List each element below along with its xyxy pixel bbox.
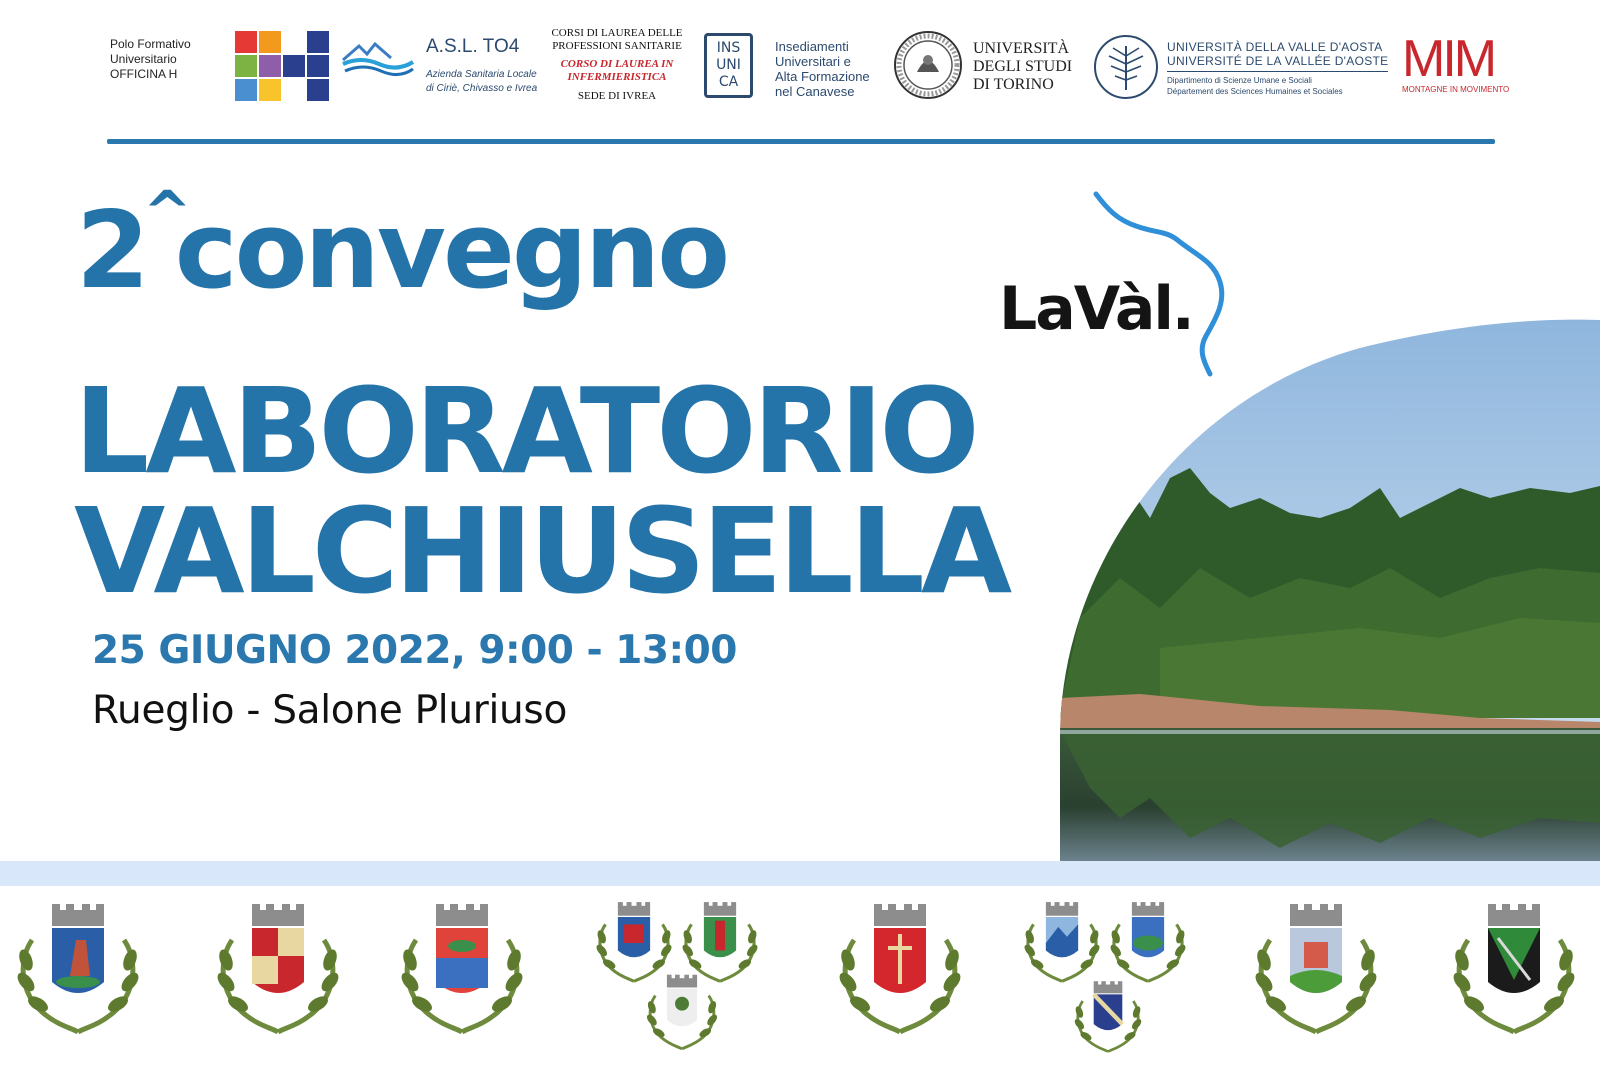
corsi-block [545, 27, 689, 103]
univda-line-4: Département des Sciences Humaines et Sociales [1167, 87, 1343, 96]
crest-7-icon [1252, 904, 1379, 1032]
insunica-badge [704, 33, 753, 98]
polo-line-3: OFFICINA H [110, 67, 178, 81]
crest-5-icon [836, 904, 963, 1032]
crest-8-icon [1450, 904, 1577, 1032]
polo-line-1: Polo Formativo [110, 37, 191, 51]
unito-line-3: DI TORINO [973, 76, 1054, 93]
unito-text [973, 40, 1072, 94]
insunica-line-3: Alta Formazione [775, 69, 870, 84]
insunica-badge-2: UNI [716, 57, 741, 73]
asl-subtitle-1: Azienda Sanitaria Locale [426, 69, 537, 80]
ordinal-caret: ^ [143, 178, 192, 246]
insunica-badge-3: CA [718, 74, 739, 90]
title-line-2: VALCHIUSELLA [74, 482, 1009, 620]
event-date: 25 GIUGNO 2022, 9:00 - 13:00 [92, 628, 737, 673]
insunica-text [775, 39, 870, 99]
laval-brand: LaVàl. [999, 274, 1193, 344]
corsi-line-5: SEDE DI IVREA [577, 90, 657, 102]
lake-forest-photo [1060, 318, 1600, 886]
ordinal: 2 [76, 189, 147, 312]
insunica-badge-1: INS [716, 40, 741, 56]
unito-seal-icon [893, 30, 963, 100]
asl-title: A.S.L. TO4 [426, 36, 520, 57]
mim-subtitle: MONTAGNE IN MOVIMENTO [1402, 85, 1510, 94]
univda-line-1: UNIVERSITÀ DELLA VALLE D'AOSTA [1167, 40, 1383, 54]
mim-logo: MIM [1402, 30, 1495, 88]
insunica-line-2: Universitari e [775, 54, 851, 69]
header-divider [107, 139, 1495, 144]
univda-text [1167, 40, 1388, 97]
univda-line-3: Dipartimento di Scienze Umane e Sociali [1167, 76, 1312, 85]
asl-waves-icon [341, 40, 415, 78]
crest-3-icon [398, 904, 525, 1032]
event-place: Rueglio - Salone Pluriuso [92, 688, 568, 733]
corsi-line-2: PROFESSIONI SANITARIE [552, 40, 682, 52]
insunica-line-4: nel Canavese [775, 84, 855, 99]
insunica-line-1: Insediamenti [775, 39, 849, 54]
officina-h-logo-icon [235, 31, 331, 103]
crest-1-icon [14, 904, 141, 1032]
corsi-line-4: INFERMIERISTICA [567, 71, 667, 83]
crest-6-group-icon [1023, 902, 1188, 1052]
crests-row [0, 880, 1600, 1067]
univda-line-2: UNIVERSITÉ DE LA VALLÉE D'AOSTE [1167, 54, 1388, 72]
title-line-1: LABORATORIO [74, 362, 976, 500]
convegno-word: convegno [174, 189, 728, 312]
corsi-line-1: CORSI DI LAUREA DELLE [551, 27, 683, 39]
unito-line-1: UNIVERSITÀ [973, 40, 1069, 57]
crest-4-group-icon [595, 902, 760, 1049]
unito-line-2: DEGLI STUDI [973, 58, 1073, 75]
asl-subtitle-2: di Ciriè, Chivasso e Ivrea [426, 83, 538, 94]
univda-tree-icon [1093, 34, 1159, 100]
corsi-line-3: CORSO DI LAUREA IN [560, 58, 674, 70]
polo-line-2: Universitario [110, 52, 177, 66]
crest-2-icon [214, 904, 341, 1032]
polo-formativo-text [110, 37, 191, 82]
